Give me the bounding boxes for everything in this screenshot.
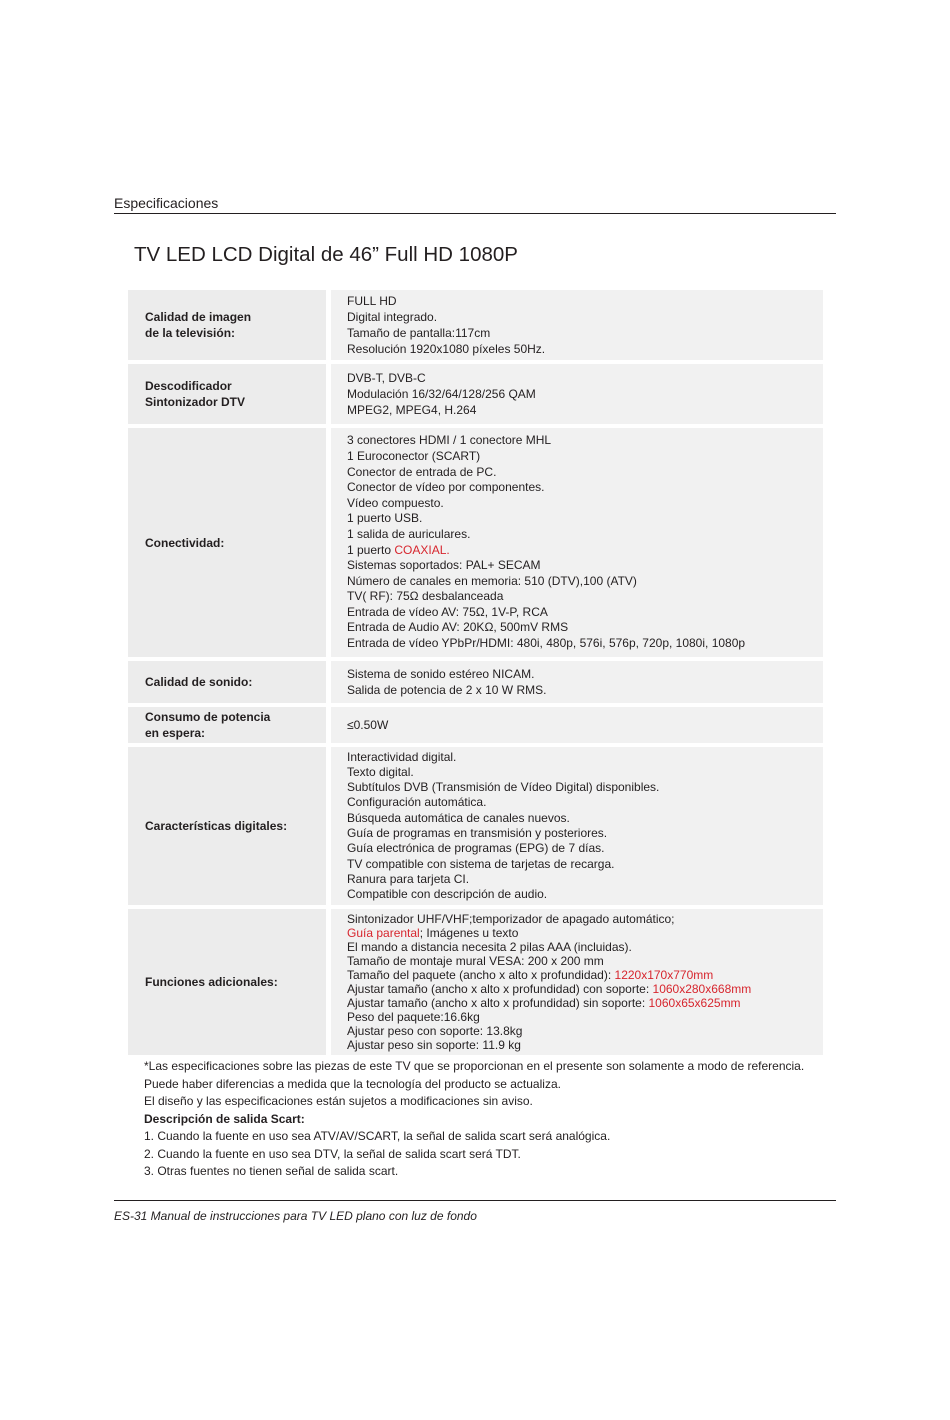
value-text: FULL HD (347, 294, 397, 308)
spec-value-line (347, 433, 817, 449)
spec-label-line: Calidad de imagen (145, 310, 252, 324)
spec-value-line (347, 940, 817, 954)
spec-value-line (347, 496, 817, 512)
spec-value (331, 661, 823, 703)
spec-value-line (347, 574, 817, 590)
spec-value-line (347, 543, 817, 559)
spec-label-line: en espera: (145, 726, 206, 740)
spec-label-line: Descodificador (145, 379, 232, 393)
note-line: Puede haber diferencias a medida que la tecnología del producto se actualiza. (144, 1076, 561, 1091)
spec-value-line (347, 636, 817, 652)
spec-value-line (347, 402, 817, 418)
note-line: 3. Otras fuentes no tienen señal de salida scart. (144, 1164, 399, 1178)
value-text: Digital integrado. (347, 310, 438, 324)
value-text: TV compatible con sistema de tarjetas de recarga. (347, 856, 615, 871)
spec-label (128, 661, 326, 703)
value-text: Entrada de vídeo AV: 75Ω, 1V-P, RCA (347, 604, 548, 619)
spec-value-line (347, 293, 817, 309)
spec-value-line (347, 996, 817, 1010)
spec-value-line (347, 666, 817, 682)
page-footer: ES-31 Manual de instrucciones para TV LED plano con luz de fondo (114, 1209, 477, 1223)
spec-value-line (347, 857, 817, 872)
spec-label (128, 364, 326, 424)
spec-row (128, 364, 823, 424)
spec-row (128, 909, 823, 1055)
value-text: Conector de entrada de PC. (347, 464, 497, 479)
value-text: Vídeo compuesto. (347, 495, 444, 510)
spec-value-line (347, 370, 817, 386)
highlighted-text: 1060x65x625mm (648, 996, 741, 1010)
spec-value-line (347, 968, 817, 982)
spec-label-line: Calidad de sonido: (145, 675, 253, 689)
spec-value (331, 428, 823, 657)
spec-value (331, 707, 823, 743)
spec-value-line (347, 982, 817, 996)
value-text: 3 conectores HDMI / 1 conectore MHL (347, 433, 552, 448)
spec-value (331, 290, 823, 360)
value-text: Tamaño de pantalla:117cm (347, 326, 491, 340)
page-title: TV LED LCD Digital de 46” Full HD 1080P (134, 243, 518, 266)
spec-value-line (347, 341, 817, 357)
value-text: Número de canales en memoria: 510 (DTV),100 (ATV) (347, 573, 637, 588)
spec-value-line (347, 954, 817, 968)
value-text: Texto digital. (347, 764, 414, 779)
spec-value-line (347, 465, 817, 481)
spec-value-line (347, 780, 817, 795)
value-text: Ajustar peso sin soporte: 11.9 kg (347, 1038, 521, 1052)
value-text: Entrada de Audio AV: 20KΩ, 500mV RMS (347, 620, 569, 635)
spec-value-line (347, 511, 817, 527)
value-text: Subtítulos DVB (Transmisión de Vídeo Digital) disponibles. (347, 780, 660, 795)
spec-value-line (347, 811, 817, 826)
highlighted-text: Guía parental (347, 926, 420, 940)
note-line: 2. Cuando la fuente en uso sea DTV, la señal de salida scart será TDT. (144, 1146, 521, 1161)
notes-heading: Descripción de salida Scart: (144, 1111, 305, 1126)
highlighted-text: COAXIAL. (394, 542, 450, 557)
value-text: Ajustar tamaño (ancho x alto x profundidad) con soporte: (347, 982, 653, 996)
value-text: Guía electrónica de programas (EPG) de 7 días. (347, 841, 605, 856)
spec-row (128, 290, 823, 360)
value-text: ; Imágenes u texto (419, 926, 519, 940)
spec-value (331, 364, 823, 424)
value-text: Tamaño de montaje mural VESA: 200 x 200 mm (347, 954, 604, 968)
value-text: Guía de programas en transmisión y posteriores. (347, 826, 608, 840)
spec-table (128, 290, 823, 1059)
spec-value-line (347, 887, 817, 902)
spec-label-line: Consumo de potencia (145, 710, 271, 724)
value-text: Compatible con descripción de audio. (347, 887, 548, 902)
value-text: 1 puerto (347, 542, 395, 557)
value-text: Ajustar tamaño (ancho x alto x profundidad) sin soporte: (347, 996, 649, 1010)
value-text: TV( RF): 75Ω desbalanceada (347, 589, 504, 604)
value-text: 1 salida de auriculares. (347, 526, 471, 541)
spec-value-line (347, 1024, 817, 1038)
value-text: 1 Euroconector (SCART) (347, 448, 481, 463)
spec-value-line (347, 841, 817, 856)
value-text: Conector de vídeo por componentes. (347, 480, 545, 495)
spec-value (331, 747, 823, 905)
value-text: Configuración automática. (347, 795, 487, 810)
value-text: DVB-T, DVB-C (347, 371, 426, 385)
spec-label (128, 909, 326, 1055)
spec-value-line (347, 795, 817, 810)
spec-value-line (347, 527, 817, 543)
spec-value-line (347, 1010, 817, 1024)
value-text: MPEG2, MPEG4, H.264 (347, 403, 477, 417)
spec-label (128, 428, 326, 657)
value-text: Tamaño del paquete (ancho x alto x profundidad): (347, 968, 615, 982)
spec-label-line: Sintonizador DTV (145, 395, 245, 409)
header-rule (114, 213, 836, 214)
value-text: Ranura para tarjeta CI. (347, 871, 470, 886)
spec-value-line (347, 589, 817, 605)
value-text: Sistema de sonido estéreo NICAM. (347, 667, 535, 681)
value-text: Interactividad digital. (347, 749, 457, 764)
spec-row (128, 661, 823, 703)
spec-row (128, 707, 823, 743)
spec-row (128, 747, 823, 905)
value-text: Peso del paquete:16.6kg (347, 1010, 480, 1024)
spec-value-line (347, 449, 817, 465)
spec-value-line (347, 620, 817, 636)
spec-value-line (347, 682, 817, 698)
spec-label-line: Características digitales: (145, 819, 288, 833)
value-text: Resolución 1920x1080 píxeles 50Hz. (347, 342, 546, 356)
value-text: Salida de potencia de 2 x 10 W RMS. (347, 683, 547, 697)
spec-label (128, 747, 326, 905)
spec-value-line (347, 750, 817, 765)
value-text: Sintonizador UHF/VHF;temporizador de apagado automático; (347, 912, 675, 926)
spec-value-line (347, 717, 817, 733)
value-text: Entrada de vídeo YPbPr/HDMI: 480i, 480p, 576i, 576p, 720p, 1080i, 1080p (347, 636, 746, 651)
spec-value-line (347, 912, 817, 926)
spec-label-line: Funciones adicionales: (145, 975, 278, 989)
spec-value-line (347, 480, 817, 496)
spec-value-line (347, 309, 817, 325)
note-line: *Las especificaciones sobre las piezas de este TV que se proporcionan en el presente son solamente a modo de referencia. (144, 1059, 805, 1073)
spec-value-line (347, 325, 817, 341)
note-line: 1. Cuando la fuente en uso sea ATV/AV/SCART, la señal de salida scart será analógica. (144, 1129, 611, 1143)
value-text: Ajustar peso con soporte: 13.8kg (347, 1024, 523, 1038)
value-text: El mando a distancia necesita 2 pilas AAA (incluidas). (347, 940, 632, 954)
note-line: El diseño y las especificaciones están sujetos a modificaciones sin aviso. (144, 1094, 533, 1108)
spec-label-line: de la televisión: (145, 326, 236, 340)
spec-value-line (347, 765, 817, 780)
spec-value-line (347, 605, 817, 621)
spec-value (331, 909, 823, 1055)
highlighted-text: 1220x170x770mm (614, 968, 714, 982)
spec-value-line (347, 872, 817, 887)
notes (144, 1058, 804, 1181)
value-text: Búsqueda automática de canales nuevos. (347, 810, 570, 825)
spec-label-line: Conectividad: (145, 535, 225, 550)
spec-value-line (347, 386, 817, 402)
value-text: Sistemas soportados: PAL+ SECAM (347, 558, 541, 573)
spec-label (128, 290, 326, 360)
footer-rule (114, 1200, 836, 1201)
value-text: Modulación 16/32/64/128/256 QAM (347, 387, 536, 401)
spec-value-line (347, 826, 817, 841)
section-title: Especificaciones (114, 195, 219, 211)
spec-value-line (347, 1038, 817, 1052)
value-text: 1 puerto USB. (347, 511, 423, 526)
highlighted-text: 1060x280x668mm (652, 982, 752, 996)
spec-value-line (347, 926, 817, 940)
spec-value-line (347, 558, 817, 574)
spec-label (128, 707, 326, 743)
spec-row (128, 428, 823, 657)
value-text: ≤0.50W (347, 718, 389, 732)
